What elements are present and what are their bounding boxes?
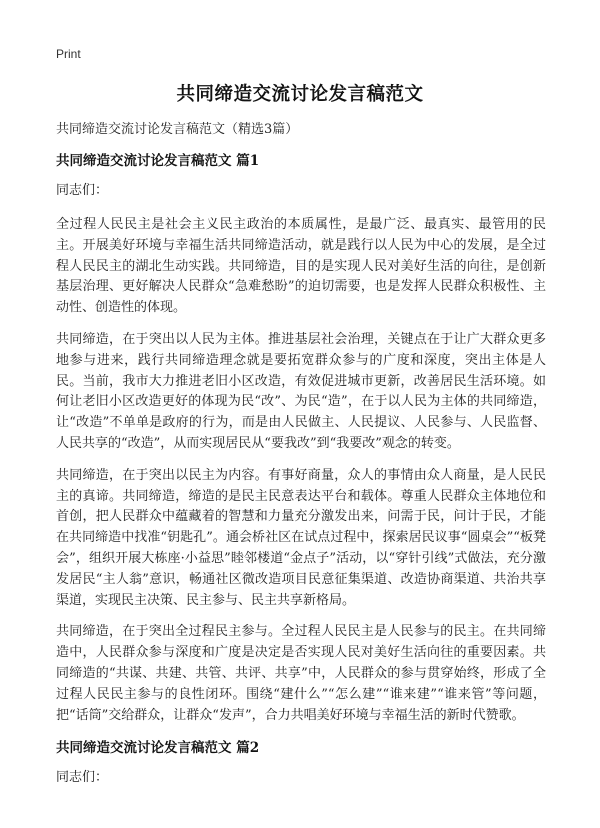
section-heading-2: 共同缔造交流讨论发言稿范文 篇2 [56,740,260,757]
section-salutation-2: 同志们： [56,770,109,786]
paragraph: 共同缔造，在于突出以人民为主体。推进基层社会治理，关键点在于让广大群众更多地参与进来，践行共同缔造理念就是要拓宽群众参与的广度和深度，突出主体是人民。当前，我市大力推进老旧小区改造，有效促进城市更新，改善居民生活环境。如何让老旧小区改造更好的体现为民“改”、为民“造”，在于以人民为主体的共同缔造，让“改造”不单单是政府的行为，而是由人民做主、人民提议、人民参与、人民监督、人民共享的“改造”，从而实现居民从“要我改”到“我要改”观念的转变。 [56,331,546,451]
section-heading-1: 共同缔造交流讨论发言稿范文 篇1 [56,153,260,169]
document-body [56,119,546,802]
section-salutation-1: 同志们： [56,183,109,198]
document-subtitle: 共同缔造交流讨论发言稿范文（精选3篇） [56,122,299,137]
paragraph: 全过程人民民主是社会主义民主政治的本质属性，是最广泛、最真实、最管用的民主。开展美好环境与幸福生活共同缔造活动，就是践行以人民为中心的发展，是全过程人民民主的湖北生动实践。共同缔造，目的是实现人民对美好生活的向往，是创新基层治理、更好解决人民群众“急难愁盼”的迫切需要，也是发挥人民群众积极性、主动性、创造性的体现。 [56,217,546,316]
print-link[interactable]: Print [56,47,81,61]
paragraph: 共同缔造，在于突出以民主为内容。有事好商量，众人的事情由众人商量，是人民民主的真谛。共同缔造，缔造的是民主民意表达平台和载体。尊重人民群众主体地位和首创，把人民群众中蕴藏着的智慧和力量充分激发出来，问需于民，问计于民，才能在共同缔造中找准“钥匙孔”。通会桥社区在试点过程中，探索居民议事“圆桌会”“板凳会”，组织开展大栋座·小益思”睦邻楼道“金点子”活动，以“穿针引线”式做法，充分激发居民“主人翁”意识，畅通社区微改造项目民意征集渠道、改造协商渠道、共治共享渠道，实现民主决策、民主参与、民主共享新格局。 [56,467,546,608]
paragraph: 共同缔造，在于突出全过程民主参与。全过程人民民主是人民参与的民主。在共同缔造中，人民群众参与深度和广度是决定是否实现人民对美好生活向往的重要因素。共同缔造的“共谋、共建、共管、共评、共享”中，人民群众的参与贯穿始终，形成了全过程人民民主参与的良性闭环。围绕“建什么”“怎么建”“谁来建”“谁来管”等问题，把“话筒”交给群众，让群众“发声”，合力共唱美好环境与幸福生活的新时代赞歌。 [56,624,546,723]
document-title: 共同缔造交流讨论发言稿范文 [176,84,424,105]
